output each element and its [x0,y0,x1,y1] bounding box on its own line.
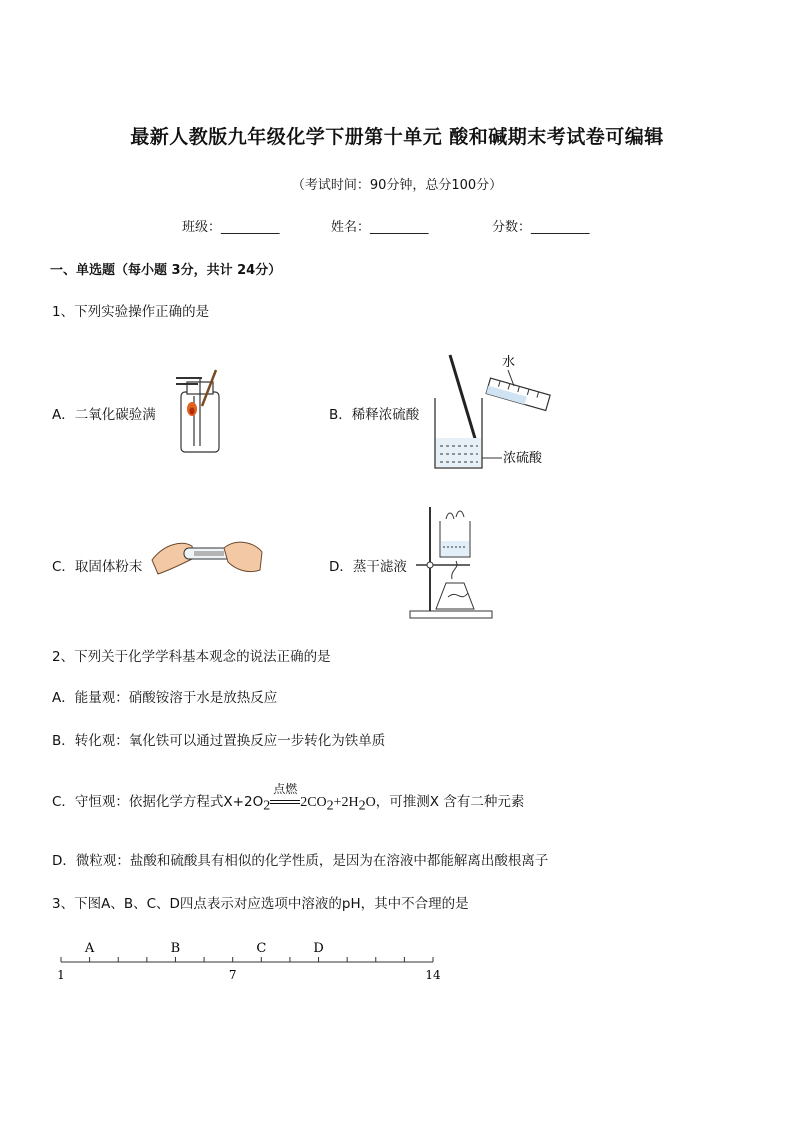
page-title: 最新人教版九年级化学下册第十单元 酸和碱期末考试卷可编辑 [130,126,664,148]
class-blank[interactable]: _________ [221,220,280,235]
q2-c-sub1: 2 [263,798,271,814]
ph-tick-label: 1 [57,968,65,982]
section-heading: 一、单选题（每小题 3分，共计 24分） [50,263,282,278]
beaker-dilution-illustration [430,350,560,475]
ph-point-labels [84,941,324,956]
score-field[interactable] [492,216,590,235]
equation-arrow [270,800,300,804]
q2-c-prod1: 2CO [300,795,327,810]
q1-option-a[interactable]: A．二氧化碳验满 [52,407,156,423]
ph-tick-labels [57,968,441,982]
ph-point-b: B [170,941,181,956]
q2-option-a[interactable]: A．能量观：硝酸铵溶于水是放热反应 [52,690,278,706]
score-blank[interactable]: _________ [531,220,590,235]
q2-c-plus: +2H [333,795,359,810]
water-label: 水 [502,355,516,370]
q2-stem: 2、下列关于化学学科基本观念的说法正确的是 [52,649,331,665]
q2-option-c[interactable] [52,782,525,815]
ph-point-a: A [84,941,95,956]
ph-point-d: D [313,941,324,956]
ph-point-c: C [256,941,267,956]
q2-c-sub3: 2 [358,798,366,814]
ph-tick-label: 14 [425,968,441,982]
q3-stem: 3、下图A、B、C、D四点表示对应选项中溶液的pH，其中不合理的是 [52,896,469,912]
q2-c-o: O [365,795,376,810]
q2-c-suffix: ，可推测X 含有二种元素 [375,794,525,810]
q1-stem: 1、下列实验操作正确的是 [52,304,210,320]
acid-label: 浓硫酸 [503,451,543,466]
q2-option-d[interactable]: D．微粒观：盐酸和硫酸具有相似的化学性质，是因为在溶液中都能解离出酸根离子 [52,853,549,869]
class-field[interactable] [182,216,280,235]
ph-ticks [61,957,433,962]
q2-option-b[interactable]: B．转化观：氧化铁可以通过置换反应一步转化为铁单质 [52,733,386,749]
ph-tick-label: 7 [228,968,237,982]
q1-option-d[interactable]: D．蒸干滤液 [329,559,407,575]
powder-sampling-illustration [148,530,266,582]
q1-option-c[interactable]: C．取固体粉末 [52,559,143,575]
q2-c-sub2: 2 [326,798,334,814]
evaporation-setup-illustration [408,505,498,620]
name-label: 姓名： [331,220,371,235]
reaction-condition [270,782,300,810]
q2-c-prefix: C．守恒观：依据化学方程式X+2O [52,794,264,810]
score-label: 分数： [492,220,532,235]
class-label: 班级： [182,220,222,235]
condition-text: 点燃 [273,782,298,796]
gas-bottle-illustration [172,362,228,456]
q1-option-b[interactable]: B．稀释浓硫酸 [329,407,420,423]
name-blank[interactable]: _________ [370,220,429,235]
exam-subtitle: （考试时间：90分钟，总分100分） [291,178,503,193]
name-field[interactable] [331,216,429,235]
ph-number-line [50,930,450,990]
